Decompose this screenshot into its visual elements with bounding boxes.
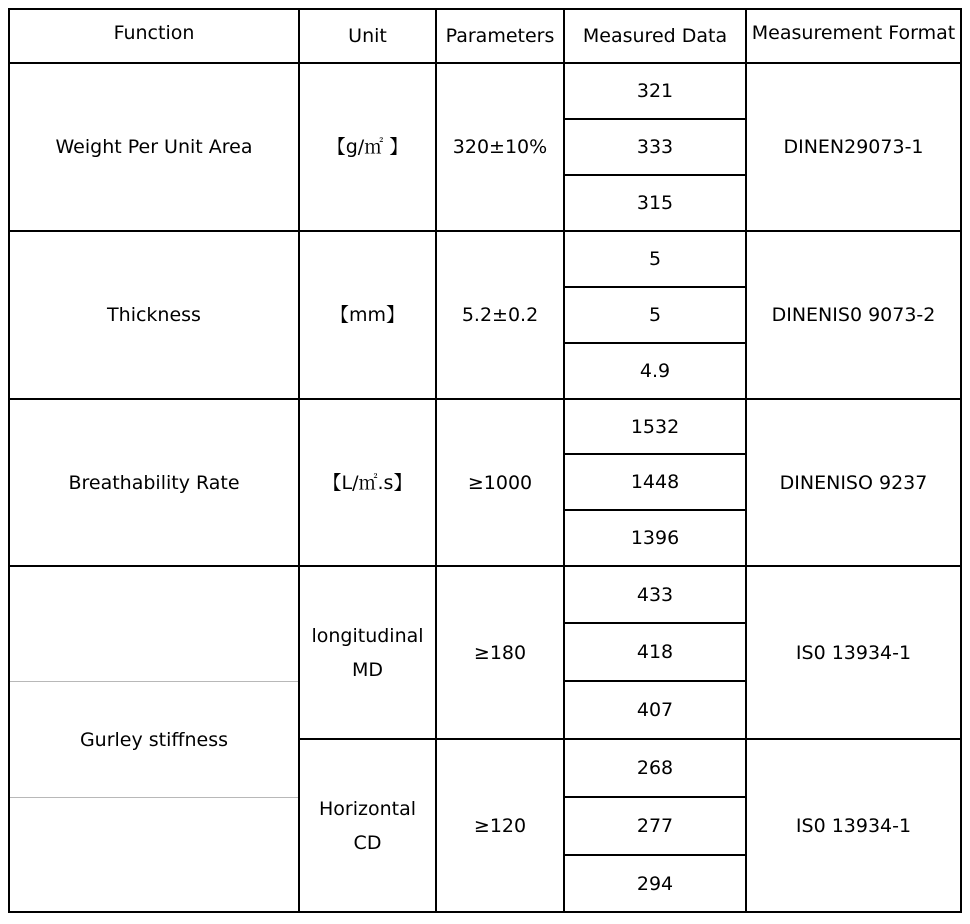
cell-function-gurley: Gurley stiffness xyxy=(79,729,229,751)
unit-md-line1: longitudinal xyxy=(311,624,424,647)
cell-measured-value: 1448 xyxy=(630,471,680,493)
unit-md-line2: MD xyxy=(351,658,384,681)
cell-unit-md xyxy=(300,567,435,738)
cell-parameters: 5.2±0.2 xyxy=(461,304,539,326)
cell-measured-value: 277 xyxy=(636,815,674,837)
cell-measured-value: 268 xyxy=(636,757,674,779)
cell-measurement-format: IS0 13934-1 xyxy=(795,814,912,837)
header-parameters: Parameters xyxy=(445,25,555,47)
cell-measured-value: 333 xyxy=(636,136,674,158)
cell-unit: 【g/㎡ 】 xyxy=(326,136,409,158)
cell-parameters: ≥120 xyxy=(473,814,527,837)
cell-unit-cd xyxy=(300,740,435,911)
cell-measured-value: 418 xyxy=(636,641,674,663)
cell-measurement-format: DINEN29073-1 xyxy=(783,136,924,158)
cell-parameters: ≥1000 xyxy=(467,471,533,494)
cell-unit: 【mm】 xyxy=(329,304,406,326)
cell-parameters: 320±10% xyxy=(452,136,548,158)
cell-measured-value: 315 xyxy=(636,192,674,214)
header-measured-data: Measured Data xyxy=(582,25,728,47)
cell-measured-value: 1396 xyxy=(630,527,680,549)
cell-unit: 【L/㎡.s】 xyxy=(322,471,413,494)
cell-function: Breathability Rate xyxy=(68,471,240,494)
cell-measured-value: 5 xyxy=(648,248,662,270)
cell-measured-value: 321 xyxy=(636,80,674,102)
cell-measured-value: 433 xyxy=(636,583,674,606)
header-unit: Unit xyxy=(348,25,387,47)
unit-cd-line2: CD xyxy=(353,831,382,854)
cell-measurement-format: IS0 13934-1 xyxy=(795,641,912,664)
cell-function: Weight Per Unit Area xyxy=(55,136,253,158)
gurley-faint-line xyxy=(8,797,299,798)
header-function: Function xyxy=(113,22,195,44)
cell-measurement-format: DINENISO 9237 xyxy=(779,471,928,494)
cell-measured-value: 1532 xyxy=(630,415,680,438)
cell-function: Thickness xyxy=(107,304,201,326)
cell-parameters: ≥180 xyxy=(473,641,527,664)
cell-measurement-format: DINENIS0 9073-2 xyxy=(771,304,936,326)
cell-measured-value: 5 xyxy=(648,304,662,326)
cell-measured-value: 407 xyxy=(636,699,674,721)
cell-measured-value: 294 xyxy=(636,872,674,895)
gurley-faint-line xyxy=(8,681,299,682)
cell-measured-value: 4.9 xyxy=(639,360,671,382)
header-measurement-format: Measurement Format xyxy=(751,22,956,44)
table-border-right xyxy=(960,8,962,913)
unit-cd-line1: Horizontal xyxy=(318,797,416,820)
table-border-bottom xyxy=(8,911,962,913)
